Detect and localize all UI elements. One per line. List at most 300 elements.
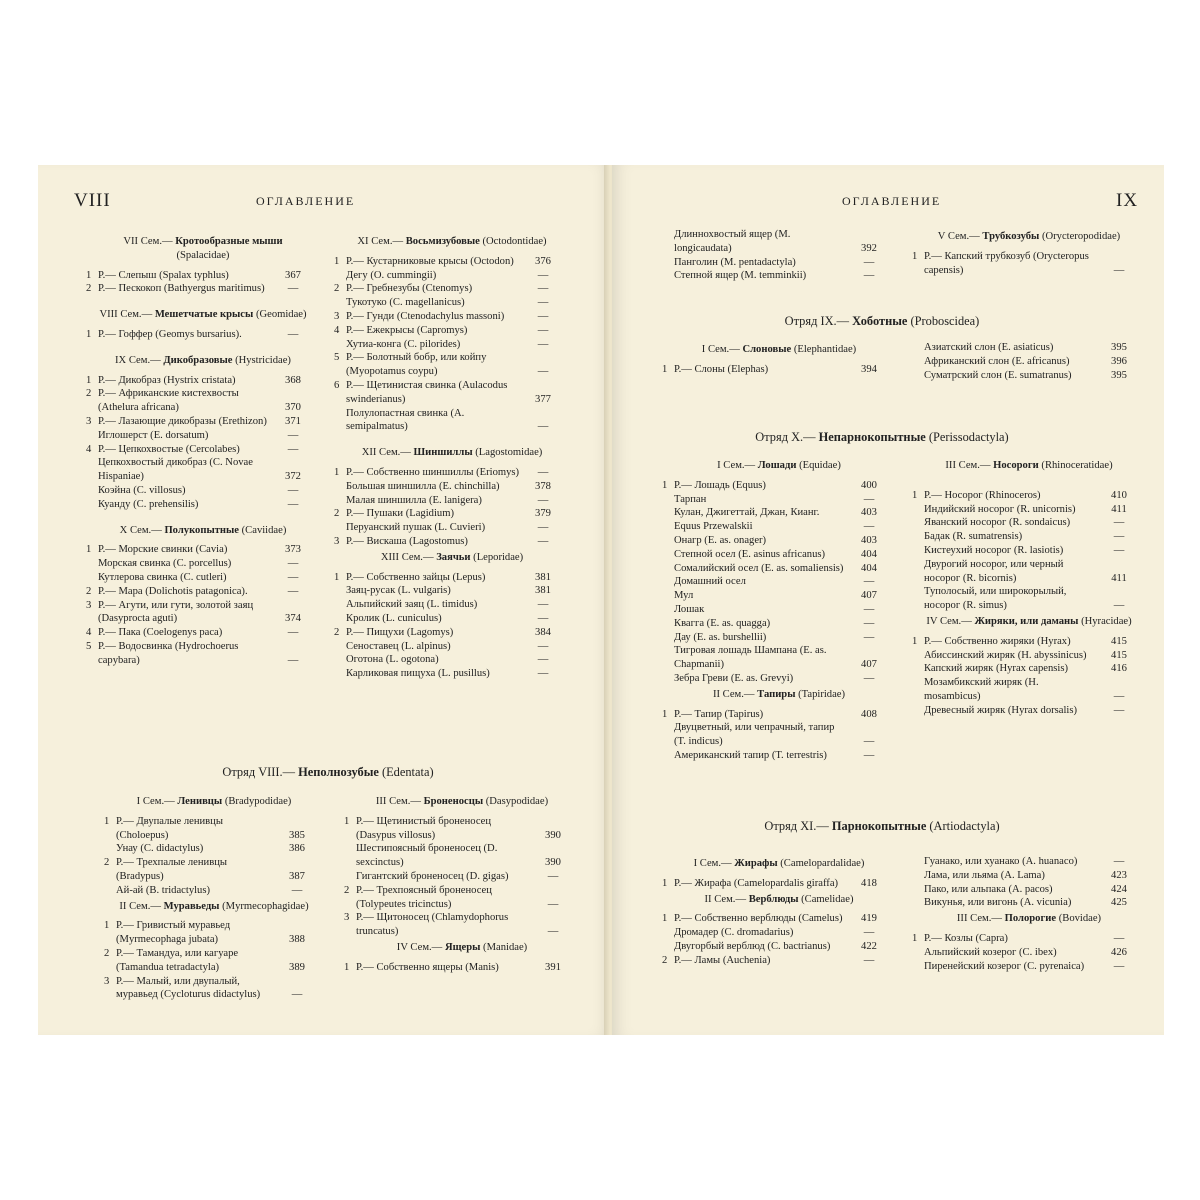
family-number: I Сем.— [693,858,735,869]
entry-number: 1 [344,815,350,827]
entry-title: Кистеухий носорог (R. lasiotis) [924,544,1064,556]
toc-entry [912,489,1134,503]
entry-page: — [537,535,549,547]
entry-page: 388 [289,934,305,946]
family-name: Трубкозубы [982,231,1040,242]
family-latin: (Geomidae) [253,309,307,321]
family-name: Восьмизубовые [405,236,480,247]
entry-title: Двугорбый верблюд (C. bactrianus) [674,940,831,952]
entry-title: Пиренейский козерог (C. pyrenaica) [924,960,1085,972]
toc-entry [674,493,884,507]
toc-entry [86,543,308,557]
entry-number: 1 [86,269,92,281]
entry-page: 408 [861,708,877,720]
entry-page: — [537,283,549,295]
entry-title: Азиатский слон (E. asiaticus) [924,342,1054,353]
family-latin: (Dasypodidae) [483,796,549,807]
toc-entry [104,975,312,1003]
toc-entry [674,562,884,576]
entry-page: — [1113,544,1125,556]
family-latin: (Spalacidae) [176,249,230,261]
entry-number: 1 [912,635,918,647]
toc-entry [346,296,558,310]
entry-page: 403 [861,534,877,546]
entry-page: 370 [285,402,301,414]
toc-entry [346,480,558,494]
family-latin: (Camelidae) [798,893,854,905]
toc-entry [674,548,884,562]
entry-page: 381 [535,585,551,597]
toc-entry [674,940,884,954]
entry-number: 2 [334,626,340,638]
entry-title: Американский тапир (T. terrestris) [674,749,827,761]
entry-title: Тарпан [674,493,707,505]
entry-title: Кутлерова свинка (C. cutleri) [98,571,227,583]
family-number: VII Сем.— [123,236,176,247]
entry-page: — [537,612,549,624]
entry-page: 403 [861,507,877,519]
toc-entry [98,498,308,512]
family-name: Дикобразовые [163,354,233,366]
toc-entry [912,250,1134,278]
toc-entry [912,635,1134,649]
toc-entry [116,884,312,898]
toc-entry [924,649,1134,663]
entry-page: — [863,672,875,684]
entry-page: — [1113,960,1125,972]
entry-number: 2 [104,947,110,959]
entry-title: Р.— Гривистый муравьед (Myrmecophaga jubata) [116,920,231,946]
entry-title: Р.— Пака (Coelogenys paca) [98,627,223,639]
family-latin: (Leporidae) [470,551,524,563]
family-name: Верблюды [748,893,799,905]
entry-page: — [537,324,549,336]
spacer [924,479,1134,489]
entry-title: Суматрский слон (E. sumatranus) [924,369,1072,381]
entry-number: 5 [334,352,340,364]
toc-entry [334,626,558,640]
family-number: XII Сем.— [361,447,414,459]
entry-title: Р.— Щитоносец (Chlamydophorus truncatus) [356,912,509,938]
family-latin: (Equidae) [796,460,841,471]
toc-entry [346,598,558,612]
entry-page: — [1113,932,1125,944]
entry-number: 3 [104,975,110,987]
toc-entry [912,932,1134,946]
entry-title: Мул [674,590,694,602]
entry-title: Цепкохвостый дикобраз (C. Novae Hispaniae) [98,457,253,483]
toc-entry [674,721,884,749]
toc-column [86,233,308,668]
entry-page: — [291,884,303,896]
entry-page: 390 [545,857,561,869]
family-number: VIII Сем.— [99,309,155,321]
entry-page: — [287,328,299,340]
entry-page: — [287,558,299,570]
entry-title: Р.— Щетинистая свинка (Aulacodus swinderianus) [346,379,508,405]
entry-page: — [1113,264,1125,276]
entry-title: Р.— Болотный бобр, или койпу (Myopotamus coypu) [346,352,487,378]
toc-column [344,793,568,975]
entry-title: Р.— Водосвинка (Hydrochoerus capybara) [98,640,239,666]
toc-entry [674,575,884,589]
entry-page: — [537,522,549,534]
family-heading [98,308,308,322]
entry-page: — [537,494,549,506]
toc-entry [334,351,558,379]
entry-page: — [1113,600,1125,612]
entry-title: Р.— Лошадь (Equus) [674,479,766,491]
entry-number: 1 [334,255,340,267]
entry-number: 2 [662,954,668,966]
entry-title: Дромадер (C. dromadarius) [674,927,794,939]
toc-entry [98,484,308,498]
entry-number: 1 [912,932,918,944]
toc-entry [334,324,558,338]
entry-page: — [287,484,299,496]
entry-page: — [287,283,299,295]
entry-page: — [1113,856,1125,867]
entry-page: 381 [535,571,551,583]
family-number: III Сем.— [375,796,424,807]
family-name: Полукопытные [164,524,239,536]
family-name: Заячьи [436,551,471,563]
entry-number: 1 [86,328,92,340]
entry-title: Африканский слон (E. africanus) [924,355,1070,367]
entry-title: Степной осел (E. asinus africanus) [674,548,826,560]
toc-entry [674,506,884,520]
entry-page: 392 [861,242,877,254]
entry-title: Морская свинка (C. porcellus) [98,558,232,570]
entry-page: 395 [1111,342,1127,353]
entry-number: 2 [334,283,340,295]
family-latin: (Bovidae) [1056,913,1102,925]
toc-entry [98,557,308,571]
toc-entry [86,328,308,342]
entry-title: Куанду (C. prehensilis) [98,498,199,510]
entry-page: — [537,668,549,680]
family-name: Броненосцы [423,796,484,807]
family-number: X Сем.— [119,524,165,536]
toc-entry [104,856,312,884]
entry-title: Мозамбикский жиряк (H. mosambicus) [924,677,1039,702]
family-heading [98,354,308,368]
entry-title: Р.— Слепыш (Spalax typhlus) [98,269,229,281]
entry-page: — [863,954,875,966]
entry-title: Р.— Африканские кистехвосты (Athelura africana) [98,388,239,414]
family-heading [98,235,308,263]
toc-entry [98,571,308,585]
toc-entry [104,947,312,975]
entry-page: — [537,310,549,322]
family-latin: (Manidae) [480,941,528,953]
entry-title: Р.— Жирафа (Camelopardalis giraffa) [674,877,839,889]
toc-entry [356,842,568,870]
entry-page: 384 [535,626,551,638]
family-latin: (Rhinoceratidae) [1038,460,1113,471]
entry-page: 379 [535,508,551,520]
entry-title: Р.— Собственно ящеры (Manis) [356,961,499,973]
family-number: III Сем.— [956,913,1005,925]
entry-title: Кулан, Джигеттай, Джан, Кианг. [674,507,820,519]
family-name: Полорогие [1004,913,1057,925]
entry-page: 410 [1111,489,1127,501]
entry-page: 411 [1111,503,1127,515]
entry-title: Р.— Собственно верблюды (Camelus) [674,913,843,925]
entry-page: — [863,736,875,748]
entry-page: 419 [861,913,877,925]
family-heading [924,615,1134,629]
family-heading [674,459,884,473]
entry-number: 3 [334,535,340,547]
family-number: IX Сем.— [115,354,164,366]
toc-entry [86,282,308,296]
entry-number: 2 [104,857,110,869]
toc-entry [86,374,308,388]
entry-page: — [537,269,549,281]
family-latin: (Bradypodidae) [222,796,292,807]
entry-title: Яванский носорог (R. sondaicus) [924,517,1071,529]
toc-entry [346,653,558,667]
entry-title: Р.— Ламы (Auchenia) [674,954,771,966]
entry-page: 426 [1111,946,1127,958]
entry-title: Р.— Дикобраз (Hystrix cristata) [98,374,236,386]
entry-number: 1 [662,363,668,375]
entry-page: 418 [861,877,877,889]
entry-number: 4 [334,324,340,336]
toc-entry [344,815,568,843]
toc-entry [924,341,1134,355]
entry-title: Р.— Мара (Dolichotis patagonica). [98,585,248,597]
toc-entry [346,494,558,508]
family-name: Муравьеды [163,900,220,912]
entry-title: Викунья, или вигонь (A. vicunia) [924,897,1072,909]
family-latin: (Hyracidae) [1078,615,1132,627]
family-heading [924,230,1134,244]
toc-column [334,233,558,681]
toc-entry [86,443,308,457]
family-heading [924,912,1134,926]
family-number: I Сем.— [717,460,758,471]
family-name: Мешетчатые крысы [154,309,254,321]
toc-entry [346,407,558,435]
entry-page: 407 [861,659,877,671]
entry-page: — [863,749,875,761]
entry-page: — [863,631,875,643]
entry-page: — [863,927,875,939]
entry-number: 2 [86,388,92,400]
entry-number: 1 [662,479,668,491]
entry-title: Тукотуко (C. magellanicus) [346,297,465,309]
entry-title: Малая шиншилла (E. lanigera) [346,494,482,506]
toc-entry [924,516,1134,530]
entry-page: 423 [1111,869,1127,881]
entry-number: 2 [344,884,350,896]
entry-title: Р.— Агути, или гути, золотой заяц (Dasyprocta aguti) [98,599,254,625]
entry-title: Р.— Гребнезубы (Ctenomys) [346,283,473,295]
toc-entry [344,884,568,912]
entry-page: — [537,654,549,666]
family-latin: (Caviidae) [239,524,287,536]
page-number: VIII [74,190,111,211]
family-number: XI Сем.— [357,236,406,247]
family-heading [356,795,568,809]
entry-page: 378 [535,480,551,492]
entry-title: Зебра Греви (E. as. Grevyi) [674,672,794,684]
entry-page: — [547,926,559,938]
entry-page: — [863,603,875,615]
entry-title: Тигровая лошадь Шампана (E. as. Chapmanii) [674,645,827,671]
entry-title: Пако, или альпака (A. pacos) [924,883,1053,895]
entry-page: — [287,585,299,597]
toc-entry [346,338,558,352]
entry-number: 3 [86,415,92,427]
toc-entry [334,282,558,296]
entry-title: Equus Przewalskii [674,521,753,533]
entry-number: 6 [334,379,340,391]
family-heading [356,941,568,955]
entry-page: 367 [285,269,301,281]
toc-entry [674,603,884,617]
family-name: Ящеры [444,941,481,953]
toc-entry [674,926,884,940]
entry-title: Иглошерст (E. dorsatum) [98,429,209,441]
toc-entry [86,387,308,415]
entry-page: 404 [861,562,877,574]
family-name: Шиншиллы [413,447,473,459]
entry-title: Р.— Козлы (Capra) [924,932,1008,944]
entry-page: 404 [861,548,877,560]
entry-page: — [863,521,875,533]
entry-title: Р.— Гунди (Ctenodachylus massoni) [346,310,505,322]
toc-column [662,855,884,968]
toc-entry [346,521,558,535]
entry-page: 385 [289,829,305,841]
family-heading [924,459,1134,473]
order-heading: Отряд IX.— Хоботные (Proboscidea) [784,314,980,328]
entry-page: 407 [861,590,877,602]
entry-page: 377 [535,393,551,405]
family-name: Жиряки, или даманы [974,615,1079,627]
family-number: II Сем.— [704,893,749,905]
toc-entry [662,479,884,493]
entry-page: — [287,443,299,455]
entry-title: Домашний осел [674,576,746,588]
entry-page: 372 [285,471,301,483]
entry-title: Р.— Гоффер (Geomys bursarius). [98,328,242,340]
toc-entry [334,255,558,269]
entry-page: 386 [289,843,305,855]
family-latin: (Lagostomidae) [472,447,543,459]
entry-title: Длиннохвостый ящер (M. longicaudata) [674,229,791,254]
entry-title: Шестипоясный броненосец (D. sexcinctus) [356,843,498,869]
toc-entry [346,667,558,681]
order-heading: Отряд VIII.— Неполнозубые (Edentata) [222,765,434,779]
family-name: Жирафы [734,858,778,869]
toc-entry [924,503,1134,517]
toc-entry [924,662,1134,676]
entry-title: Альпийский козерог (C. ibex) [924,946,1057,958]
family-latin: (Tapiridae) [795,688,846,700]
family-number: I Сем.— [136,796,178,807]
entry-page: 415 [1111,635,1127,647]
entry-number: 1 [86,544,92,556]
toc-entry [924,946,1134,960]
entry-title: Бадак (R. sumatrensis) [924,531,1023,543]
entry-number: 2 [86,283,92,295]
family-number: XIII Сем.— [380,551,437,563]
toc-entry [662,877,884,891]
toc-entry [662,363,884,377]
toc-entry [334,571,558,585]
toc-entry [674,269,884,283]
entry-title: Гуанако, или хуанако (A. huanaco) [924,856,1078,867]
family-heading [116,900,312,914]
family-name: Тапиры [757,688,796,700]
entry-page: — [547,898,559,910]
toc-entry [104,919,312,947]
family-number: V Сем.— [937,231,983,242]
entry-page: — [1113,690,1125,702]
entry-page: — [537,421,549,433]
entry-number: 3 [344,912,350,924]
entry-number: 1 [662,913,668,925]
toc-entry [86,640,308,668]
family-name: Кротообразные мыши [175,236,283,247]
entry-title: Р.— Носорог (Rhinoceros) [924,489,1041,501]
family-name: Слоновые [742,344,792,355]
spacer [98,342,308,352]
toc-entry [674,228,884,256]
entry-title: Р.— Лазающие дикобразы (Erethizon) [98,415,267,427]
toc-entry [86,626,308,640]
entry-number: 1 [104,815,110,827]
toc-column [104,793,312,1002]
entry-title: Степной ящер (M. temminkii) [674,270,807,282]
entry-number: 1 [334,466,340,478]
entry-page: 371 [285,415,301,427]
entry-title: Большая шиншилла (E. chinchilla) [346,480,500,492]
toc-entry [334,535,558,549]
entry-title: Перуанский пушак (L. Cuvieri) [346,522,486,534]
toc-entry [924,369,1134,383]
entry-page: 390 [545,829,561,841]
toc-entry [346,612,558,626]
toc-entry [98,429,308,443]
entry-page: — [537,599,549,611]
family-heading [674,343,884,357]
entry-title: Карликовая пищуха (L. pusillus) [346,668,490,680]
family-number: IV Сем.— [926,615,975,627]
entry-page: 400 [861,479,877,491]
order-heading: Отряд XI.— Парнокопытные (Artiodactyla) [764,819,1000,833]
toc-entry [104,815,312,843]
family-heading [116,795,312,809]
toc-entry [334,310,558,324]
toc-column [912,855,1134,973]
toc-column [924,341,1134,382]
entry-number: 3 [86,599,92,611]
toc-entry [334,507,558,521]
entry-title: Р.— Тамандуа, или кагуаре (Tamandua tetradactyla) [116,947,239,973]
entry-number: 1 [344,961,350,973]
entry-title: Панголин (M. pentadactyla) [674,256,796,268]
toc-entry [674,644,884,672]
entry-page: 389 [289,961,305,973]
entry-page: 422 [861,940,877,952]
toc-entry [674,672,884,686]
toc-entry [674,534,884,548]
